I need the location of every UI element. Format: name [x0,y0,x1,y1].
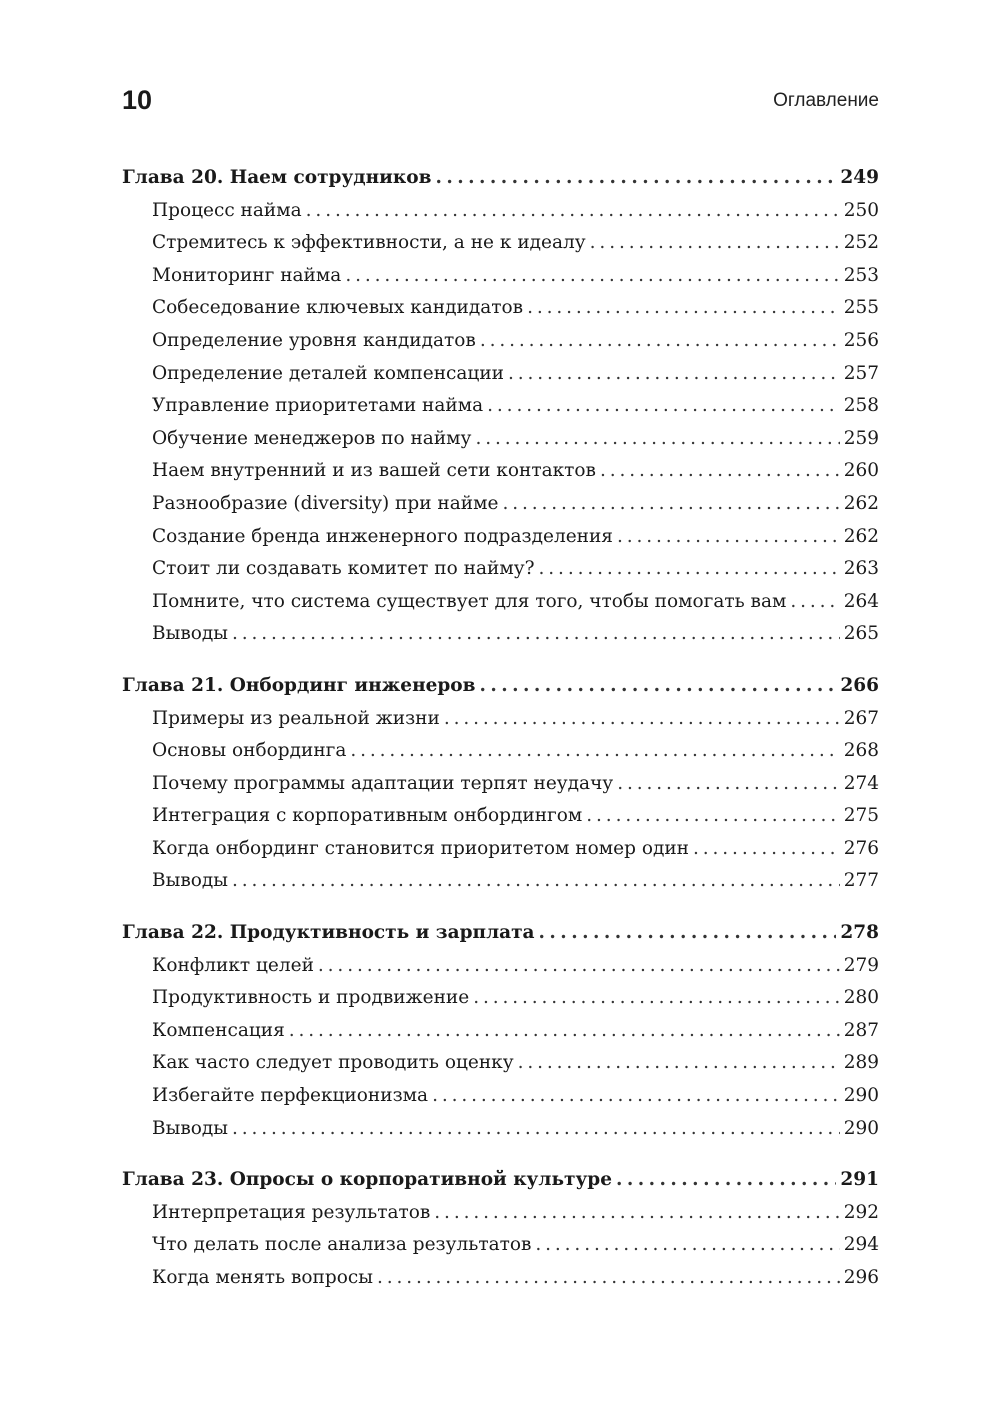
dot-leader [535,1229,839,1262]
toc-section-entry[interactable] [122,800,879,833]
dot-leader [232,865,840,898]
dot-leader [539,917,837,950]
chapter-title: Глава 21. Онбординг инженеров [122,674,476,696]
section-title: Продуктивность и продвижение [152,987,470,1009]
section-title: Определение деталей компенсации [152,362,504,384]
toc-section-entry[interactable] [122,768,879,801]
section-page-number: 252 [843,232,879,254]
dot-leader [232,618,840,651]
section-page-number: 259 [843,427,879,449]
section-title: Помните, что система существует для того, чтобы помогать вам [152,590,787,612]
toc-section-entry[interactable] [122,227,879,260]
dot-leader [434,1197,839,1230]
chapter-block [122,1164,879,1294]
section-page-number: 276 [843,837,879,859]
toc-section-entry[interactable] [122,1113,879,1146]
page-header [122,82,879,122]
section-title: Компенсация [152,1019,285,1041]
dot-leader [475,423,839,456]
dot-leader [306,195,840,228]
dot-leader [617,768,839,801]
section-page-number: 262 [843,525,879,547]
section-title: Интерпретация результатов [152,1201,431,1223]
section-title: Создание бренда инженерного подразделения [152,525,613,547]
section-title: Когда онбординг становится приоритетом номер один [152,837,690,859]
section-page-number: 256 [843,329,879,351]
section-title: Что делать после анализа результатов [152,1234,532,1256]
chapter-block [122,162,879,651]
section-page-number: 274 [843,772,879,794]
toc-chapter-entry[interactable] [122,670,879,703]
section-title: Собеседование ключевых кандидатов [152,297,524,319]
dot-leader [480,670,837,703]
section-title: Интеграция с корпоративным онбордингом [152,805,583,827]
section-page-number: 287 [843,1019,879,1041]
section-page-number: 250 [843,199,879,221]
section-title: Наем внутренний и из вашей сети контактов [152,460,596,482]
toc-section-entry[interactable] [122,325,879,358]
chapter-page-number: 266 [840,674,879,696]
toc-section-entry[interactable] [122,521,879,554]
dot-leader [432,1080,840,1113]
toc-section-entry[interactable] [122,703,879,736]
section-page-number: 290 [843,1085,879,1107]
section-title: Основы онбординга [152,740,347,762]
toc-section-entry[interactable] [122,423,879,456]
section-page-number: 263 [843,558,879,580]
toc-section-entry[interactable] [122,586,879,619]
dot-leader [527,292,840,325]
toc-section-entry[interactable] [122,488,879,521]
toc-section-entry[interactable] [122,950,879,983]
dot-leader [502,488,839,521]
table-of-contents [122,162,879,1295]
dot-leader [350,735,839,768]
toc-section-entry[interactable] [122,1229,879,1262]
dot-leader [435,162,836,195]
section-title: Обучение менеджеров по найму [152,427,472,449]
dot-leader [539,553,840,586]
dot-leader [232,1113,840,1146]
section-page-number: 262 [843,492,879,514]
toc-chapter-entry[interactable] [122,162,879,195]
section-title: Разнообразие (diversity) при найме [152,492,499,514]
section-title: Управление приоритетами найма [152,395,484,417]
section-page-number: 265 [843,623,879,645]
section-page-number: 260 [843,460,879,482]
section-page-number: 292 [843,1201,879,1223]
section-title: Выводы [152,623,228,645]
toc-section-entry[interactable] [122,982,879,1015]
section-title: Конфликт целей [152,954,314,976]
chapter-title: Глава 23. Опросы о корпоративной культуре [122,1169,613,1191]
section-page-number: 257 [843,362,879,384]
page-number: 10 [122,85,153,115]
section-page-number: 289 [843,1052,879,1074]
dot-leader [480,325,840,358]
dot-leader [790,586,839,619]
toc-section-entry[interactable] [122,735,879,768]
section-page-number: 267 [843,707,879,729]
section-title: Когда менять вопросы [152,1267,373,1288]
dot-leader [590,227,840,260]
section-page-number: 279 [843,954,879,976]
section-title: Стремитесь к эффективности, а не к идеалу [152,232,586,254]
section-page-number: 280 [843,987,879,1009]
section-title: Мониторинг найма [152,264,342,286]
section-page-number: 264 [843,590,879,612]
chapter-title: Глава 20. Наем сотрудников [122,167,432,188]
toc-section-entry[interactable] [122,455,879,488]
chapter-page-number: 278 [840,922,879,944]
dot-leader [518,1047,840,1080]
dot-leader [289,1015,840,1048]
section-title: Процесс найма [152,199,302,221]
dot-leader [617,521,840,554]
dot-leader [473,982,840,1015]
section-title: Примеры из реальной жизни [152,707,440,729]
dot-leader [508,358,840,391]
toc-section-entry[interactable] [122,1080,879,1113]
toc-section-entry[interactable] [122,358,879,391]
toc-section-entry[interactable] [122,1047,879,1080]
toc-section-entry[interactable] [122,553,879,586]
chapter-block [122,670,879,898]
section-title: Выводы [152,1117,228,1139]
section-page-number: 296 [843,1267,879,1288]
chapter-title: Глава 22. Продуктивность и зарплата [122,922,535,944]
section-page-number: 277 [843,870,879,892]
section-page-number: 268 [843,740,879,762]
section-title: Определение уровня кандидатов [152,329,476,351]
toc-section-entry[interactable] [122,618,879,651]
section-page-number: 258 [843,395,879,417]
chapter-page-number: 291 [840,1169,879,1191]
toc-section-entry[interactable] [122,1262,879,1295]
section-title: Избегайте перфекционизма [152,1085,429,1107]
section-title: Стоит ли создавать комитет по найму? [152,558,535,580]
chapter-page-number: 249 [840,167,879,188]
section-page-number: 253 [843,264,879,286]
dot-leader [444,703,840,736]
section-title: Как часто следует проводить оценку [152,1052,514,1074]
toc-section-entry[interactable] [122,260,879,293]
section-page-number: 290 [843,1117,879,1139]
dot-leader [693,833,840,866]
toc-section-entry[interactable] [122,833,879,866]
dot-leader [377,1262,840,1295]
toc-section-entry[interactable] [122,292,879,325]
running-title: Оглавление [773,90,879,111]
toc-section-entry[interactable] [122,195,879,228]
dot-leader [616,1164,836,1197]
dot-leader [345,260,839,293]
toc-section-entry[interactable] [122,1197,879,1230]
section-title: Выводы [152,870,228,892]
toc-section-entry[interactable] [122,865,879,898]
section-title: Почему программы адаптации терпят неудачу [152,772,614,794]
dot-leader [586,800,839,833]
chapter-block [122,917,879,1145]
toc-section-entry[interactable] [122,390,879,423]
dot-leader [487,390,840,423]
section-page-number: 294 [843,1234,879,1256]
toc-section-entry[interactable] [122,1015,879,1048]
section-page-number: 255 [843,297,879,319]
toc-chapter-entry[interactable] [122,917,879,950]
dot-leader [600,455,840,488]
toc-chapter-entry[interactable] [122,1164,879,1197]
section-page-number: 275 [843,805,879,827]
dot-leader [318,950,840,983]
